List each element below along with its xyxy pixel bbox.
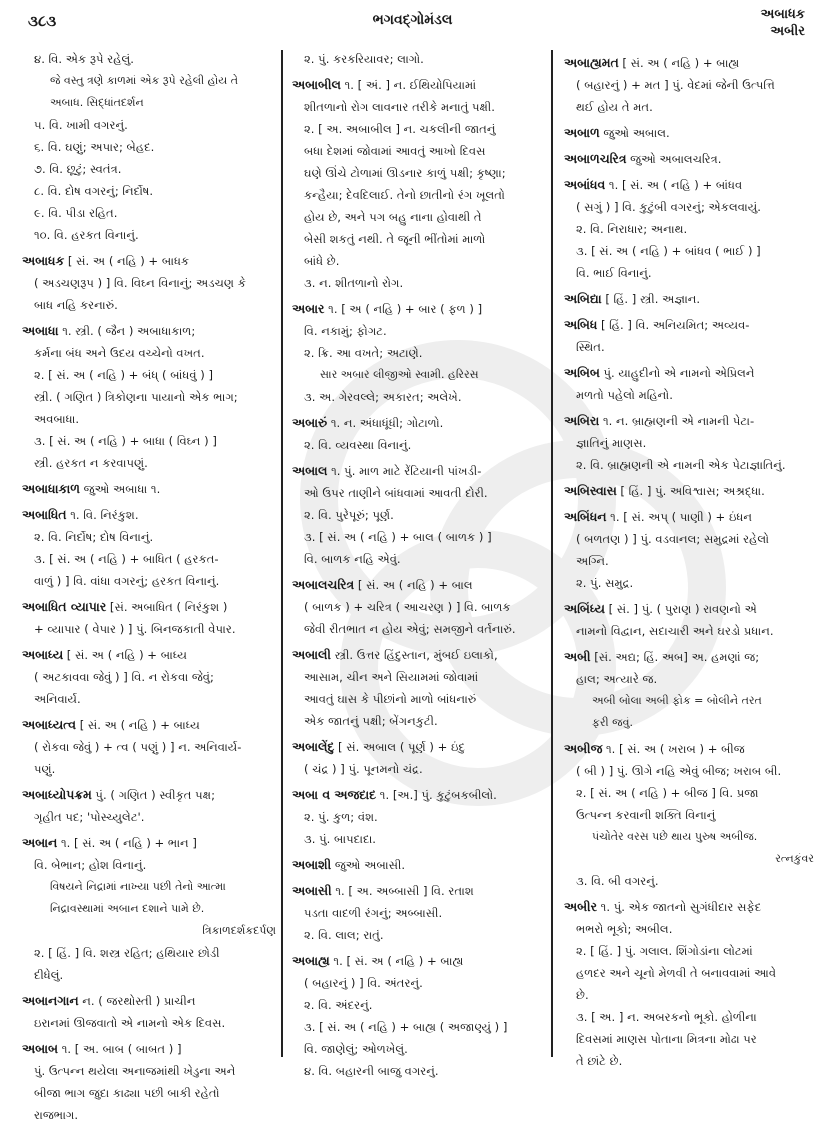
dictionary-entry [292,880,546,902]
sense-line: ૨. [ હિં. ] પું. ગલાલ. શિંગોડાંના લોટમાં [576,944,753,958]
sense-line: ૯. વિ. પીડા રહિત. [34,206,118,220]
quotation-line: અબી બોલા અબી ફોક = બોલીને તરત [592,694,762,707]
headword: અબાબ [22,1041,59,1056]
dictionary-entry [22,644,276,666]
dictionary-entry [292,298,546,320]
entry-definition: [ સં. અ ( નહિ ) + બાધક [64,254,190,268]
entry-definition: જુઓ અબાધા ૧. [79,482,161,496]
entry-definition: [ હિં. ] સ્ત્રી. અજ્ઞાન. [601,292,701,306]
headword: અબિસ્વાસ [564,483,617,498]
sense-line: ૩. અ. ગેરવલ્લે; અકારત; અલેખે. [304,390,462,404]
definition-line: ( બહારનું ) ] વિ. અંતરનું. [304,976,423,990]
definition-line: હાલ; અત્યારે જ. [576,672,658,686]
dictionary-entry [22,784,276,806]
headword: અબાશી [292,857,332,872]
quotation-line: નિદ્રાવસ્થામાં અબાન દશાને પામે છે. [50,902,205,915]
dictionary-entry [564,598,814,620]
sense-line: ૪. વિ. બહારની બાજુ વગરનું. [304,1064,439,1078]
sense-line: ૨. વિ. લાલ; રાતું. [304,928,384,942]
definition-line: સ્થિત. [576,340,605,354]
definition-line: ( રોકવા જેવું ) + ત્વ ( પણું ) ] ન. અનિવાર્ય- [34,740,242,754]
sense-line: ૩. [ સં. અ ( નહિ ) + બાહ્ય ( અજાણ્યું ) ] [304,1020,508,1034]
definition-line: પણું. [34,762,56,776]
entry-definition: જુઓ અબાલ. [599,126,670,140]
definition-line: વિ. બાળક નહિ એવું. [304,552,401,566]
quotation-line: જે વસ્તુ ત્રણે કાળમાં એક રૂપે રહેલી હોય તે [50,74,239,87]
entry-definition: સ્ત્રી. ઉત્તર હિંદુસ્તાન, મુંબઈ ઇલાકો, [330,648,498,662]
headword: અબાલી [292,647,331,662]
dictionary-entry [292,74,546,96]
definition-line: પું. ઉત્પન્ન થયેલા અનાજમાંથી ખેડુના અને [34,1064,236,1078]
entry-definition: જુઓ અબાલચરિત્ર. [626,152,722,166]
dictionary-entry [292,950,546,972]
definition-line: દિવસમાં માણસ પોતાના મિત્રના મોઢા પર [576,1032,757,1046]
definition-line: બાધ નહિ કરનારું. [34,298,118,312]
dictionary-entry [22,990,276,1012]
dictionary-entry [564,410,814,432]
column-divider [281,50,283,1057]
entry-definition: ૧. [ અ ( નહિ ) + બાર ( ફળ ) ] [324,302,483,316]
definition-line: સ્ત્રી. હરકત ન કરવાપણું. [34,456,148,470]
headword: અબિંધન [564,509,607,524]
headword: અબાલેંદુ [292,739,335,754]
definition-line: ઓ ઉપર તાણીને બાંધવામાં આવતી દોરી. [304,486,488,500]
quotation-line: વિષયને નિદ્રામાં નાખ્યા પછી તેનો આત્મા [50,880,226,893]
definition-line: ( બી ) ] પું. ઊગે નહિ એવું બીજ; ખરાબ બી. [576,764,782,778]
entry-definition: [ હિં. ] પું. અવિશ્વાસ; અશ્રદ્ધા. [616,484,765,498]
definition-line: બધા દેશમાં જોવામાં આવતું આખો દિવસ [304,144,486,158]
dictionary-entry [292,644,546,666]
definition-line: ઉત્પન્ન કરવાની શક્તિ વિનાનું [576,808,716,822]
entry-definition: [સં. અદ્ય; હિં. અબ] અ. હમણાં જ; [590,650,760,664]
definition-line: બાંધે છે. [304,254,340,268]
entry-definition: ૧. [ અં. ] ન. ઈથિયોપિયામાં [340,78,477,92]
sense-line: ૧૦. વિ. હરકત વિનાનું. [34,228,139,242]
headword: અબાંધવ [564,177,606,192]
entry-definition: ૧. [અ.] પું. કુટુંબકબીલો. [376,788,497,802]
headword: અબાસી [292,883,332,898]
column-3 [560,48,818,1068]
definition-line: વિ. બેભાન; હોશ વિનાનું. [34,858,147,872]
definition-line: ( અડચણરૂપ ) ] વિ. વિઘ્ન વિનાનું; અડચણ કે [34,276,246,290]
definition-line: જેવી રીતભાત ન હોય એવું; સમજીને વર્તનારું. [304,622,516,636]
headword: અબાધક [22,253,65,268]
definition-line: વિ. જાણેલું; ઓળખેલું. [304,1042,408,1056]
sense-line: ૩. [ સં. અ ( નહિ ) + બાધિત ( હરકત- [34,552,219,566]
definition-line: ઇરાનમાં ઊજવાતો એ નામનો એક દિવસ. [34,1016,226,1030]
sense-line: ૩. પું. બાપદાદા. [304,832,376,846]
headword: અબિદ્યા [564,291,602,306]
citation-source: રત્નકુંવર [775,852,814,865]
sense-line: ૨. [ સં. અ ( નહિ ) + બંધ્ ( બાંધવું ) ] [34,368,213,382]
sense-line: ૩. ન. શીતળાનો રોગ. [304,276,404,290]
definition-line: + વ્યાપાર ( વેપાર ) ] પું. બિનજકાતી વેપાર. [34,622,236,636]
headword: અબાધિત વ્યાપાર [22,599,107,614]
headword: અબાધ્યોપક્રમ [22,787,92,802]
page-header [0,0,825,46]
sense-line: ૨. વિ. વ્યવસ્થા વિનાનું. [304,438,412,452]
definition-line: મળતો પહેલો મહિનો. [576,388,673,402]
headword: અબી [564,649,591,664]
headword: અબાલચરિત્ર [292,577,355,592]
headword: અબીર [564,899,597,914]
page-number: ૩૮૩ [28,12,57,30]
definition-line: ભભરો ભૂકો; અબીલ. [576,922,673,936]
sense-line: ૩. [ સં. અ ( નહિ ) + બાંધવ ( ભાઈ ) ] [576,244,761,258]
entry-definition: [ સં. અ ( નહિ ) + બાધ્ય [63,648,187,662]
headword: અબિંધ્ય [564,601,605,616]
dictionary-entry [292,736,546,758]
headword: અબિબ [564,365,600,380]
headword: અબાધ્યત્વ [22,717,77,732]
entry-definition: જુઓ અબાસી. [331,858,406,872]
entry-definition: પું. ( ગણિત ) સ્વીકૃત પક્ષ; [91,788,215,802]
sense-line: ૮. વિ. દોષ વગરનું; નિર્દોષ. [34,184,154,198]
citation-source: ત્રિકાળદર્શકદર્પણ [202,924,276,937]
dictionary-entry [564,148,814,170]
dictionary-entry [564,288,814,310]
definition-line: વાળું ) ] વિ. વાંધા વગરનું; હરકત વિનાનું. [34,574,220,588]
dictionary-entry [292,784,546,806]
definition-line: ( બળતણ ) ] પું. વડવાનલ; સમુદ્રમાં રહેલો [576,532,770,546]
definition-line: ( બહારનું ) + મત ] પું. વેદમાં જેની ઉત્પત્તિ [576,78,775,92]
definition-line: ( ચંદ્ર ) ] પું. પૂનમનો ચંદ્ર. [304,762,423,776]
definition-line: નામનો વિદ્વાન, સદાચારી અને ઘરડો પ્રધાન. [576,624,774,638]
quotation-line: ફરી જવું. [592,716,633,729]
guide-word-first: અબાધક [760,7,805,22]
dictionary-entry [22,478,276,500]
definition-line: હોય છે, અને પગ બહુ નાના હોવાથી તે [304,210,482,224]
headword: અબાલ [292,463,328,478]
entry-definition: ૧. પું. એક જાતનો સુગંધીદાર સફેદ [596,900,762,914]
guide-words [761,6,805,40]
dictionary-entry [22,596,276,618]
definition-line: અવબાધા. [34,412,80,426]
running-title: ભગવદ્ગોમંડલ [372,12,453,28]
headword: અબીજ [564,741,603,756]
dictionary-entry [22,320,276,342]
definition-line: અગ્નિ. [576,554,609,568]
entry-definition: ન. ( જરથોસ્તી ) પ્રાચીન [78,994,196,1008]
definition-line: એક જાતનું પક્ષી; બેંગનકુટી. [304,714,438,728]
entry-definition: [ સં. અ ( નહિ ) + બાહ્ય [618,56,740,70]
dictionary-entry [292,574,546,596]
definition-line: સ્ત્રી. ( ગણિત ) ત્રિકોણના પાયાનો એક ભાગ; [34,390,238,404]
headword: અબારું [292,415,328,430]
entry-definition: ૧. પું. માળ માટે રેંટિયાની પાંખડી- [327,464,482,478]
entry-definition: [ સં. અ ( નહિ ) + બાધ્ય [76,718,200,732]
definition-line: રાજભાગ. [34,1108,79,1122]
definition-line: કર્મના બંધ અને ઉદય વચ્ચેનો વખત. [34,346,205,360]
entry-definition: ૧. [ સં. અ ( નહિ ) + બાહ્ય [329,954,464,968]
sense-line: ૨. [ સં. અ ( નહિ ) + બીજ ] વિ. પ્રજા [576,786,759,800]
entry-definition: [ સં. ] પું. ( પુરાણ ) રાવણનો એ [604,602,757,616]
sense-line: ૨. વિ. પુરેપૂરું; પૂર્ણ. [304,508,394,522]
sense-line: ૩. [ સં. અ ( નહિ ) + બાલ ( બાળક ) ] [304,530,492,544]
sense-line: ૨. [ હિં. ] વિ. શસ્ત્ર રહિત; હથિયાર છોડી [34,946,220,960]
definition-line: આવતું ઘાસ કે પીછાંનો માળો બાંધનારું [304,692,477,706]
dictionary-entry [22,714,276,736]
definition-line: દીધેલું. [34,968,64,982]
headword: અબાર [292,301,325,316]
headword: અબાધિત [22,507,67,522]
definition-line: થઈ હોય તે મત. [576,100,653,114]
sense-line: ૫. વિ. ખામી વગરનું. [34,118,128,132]
headword: અબાહ્ય [292,953,330,968]
dictionary-entry [564,362,814,384]
headword: અબા વ અજદાદ [292,787,377,802]
headword: અબાબીલ [292,77,341,92]
definition-line: બીજા ભાગ જુદા કાઢ્યા પછી બાકી રહેતો [34,1086,220,1100]
dictionary-entry [22,832,276,854]
definition-line: કન્હૈયા; દેવદિલાઈ. તેનો છાતીનો રંગ ખૂલતો [304,188,505,202]
headword: અબાન [22,835,58,850]
headword: અબાહ્યમત [564,55,619,70]
definition-line: જ્ઞાતિનું માણસ. [576,436,647,450]
definition-line: ( અટકાવવા જેવું ) ] વિ. ન રોકવા જેવું; [34,670,214,684]
definition-line: શીતળાનો રોગ લાવનાર તરીકે મનાતું પક્ષી. [304,100,495,114]
dictionary-entry [22,250,276,272]
entry-definition: ૧. સ્ત્રી. ( જૈન ) અબાધાકાળ; [58,324,196,338]
headword: અબાધા [22,323,59,338]
sense-line: ૨. પું. કરકરિયાવર; લાગો. [304,52,424,66]
headword: અબિરા [564,413,600,428]
definition-line: આસામ, ચીન અને સિયામમાં જોવામાં [304,670,479,684]
entry-definition: પું. યાહુદીનો એ નામનો એપ્રિલને [599,366,755,380]
dictionary-entry [564,896,814,918]
quotation-line: અબાધ. સિદ્ધાંતદર્શન [50,96,144,109]
headword: અબાળચરિત્ર [564,151,627,166]
dictionary-entry [292,854,546,876]
definition-line: વિ. ભાઈ વિનાનું. [576,266,652,280]
sense-line: ૪. વિ. એક રૂપે રહેલું. [34,52,134,66]
sense-line: ૨. પું. કુળ; વંશ. [304,810,378,824]
sense-line: ૨. [ અ. અબાબીલ ] ન. ચકલીની જાતનું [304,122,496,136]
sense-line: ૨. વિ. અંદરનું. [304,998,373,1012]
dictionary-entry [564,52,814,74]
entry-definition: ૧. ન. બ્રાહ્મણની એ નામની પેટા- [599,414,755,428]
dictionary-entry [22,1038,276,1060]
headword: અબાધાકાળ [22,481,80,496]
dictionary-entry [292,460,546,482]
dictionary-entry [564,122,814,144]
headword: અબાધ્ય [22,647,64,662]
entry-definition: ૧. [ સં. અપ્ ( પાણી ) + ઇંધન [606,510,752,524]
dictionary-entry [564,506,814,528]
sense-line: ૨. વિ. બ્રાહ્મણની એ નામની એક પેટાજ્ઞાતિનું. [576,458,786,472]
definition-line: હળદર અને ચૂનો મેળવી તે બનાવવામાં આવે [576,966,777,980]
dictionary-entry [564,174,814,196]
sense-line: ૩. [ અ. ] ન. અબરકનો ભૂકો. હોળીના [576,1010,757,1024]
column-1 [18,48,280,1122]
sense-line: ૨. વિ. નિરાધાર; અનાથ. [576,222,688,236]
sense-line: ૩. [ સં. અ ( નહિ ) + બાધા ( વિઘ્ન ) ] [34,434,217,448]
dictionary-entry [564,314,814,336]
definition-line: બેસી શકતું નથી. તે જૂની ભીંતોમાં માળો [304,232,486,246]
column-divider [551,50,553,1057]
definition-line: છે. [576,988,589,1002]
definition-line: ગૃહીત પદ; 'પોસ્ચ્યુલેટ'. [34,810,145,824]
entry-definition: ૧. [ અ. અબ્બાસી ] વિ. રતાશ [331,884,474,898]
dictionary-entry [564,646,814,668]
definition-line: વિ. નકામું; ફોગટ. [304,324,387,338]
entry-definition: ૧. [ સં. અ ( નહિ ) + ભાન ] [57,836,197,850]
definition-line: અનિવાર્ય. [34,692,81,706]
headword: અબાળ [564,125,600,140]
sense-line: ૨. ક્રિ. આ વખતે; અટાણે. [304,346,423,360]
dictionary-columns [0,48,825,1122]
entry-definition: ૧. ન. અંધાધૂંધી; ગોટાળો. [327,416,444,430]
dictionary-entry [564,480,814,502]
headword: અબિધ [564,317,598,332]
sense-line: ૨. પું. સમુદ્ર. [576,576,634,590]
guide-word-last: અબીર [770,24,805,39]
entry-definition: [સં. અબાધિત ( નિરંકુશ ) [106,600,228,614]
entry-definition: [ સં. અબાલ ( પૂર્ણ ) + ઇંદુ [334,740,465,754]
definition-line: તે છાંટે છે. [576,1054,623,1068]
quotation-line: સાર અબાર લીજીઓ સ્વામી. હરિરસ [320,368,479,381]
definition-line: ઘણે ઊંચે ટોળામાં ઊડનાર કાળું પક્ષી; કૃષ્ણા; [304,166,506,180]
definition-line: ( સગું ) ] વિ. કુટુંબી વગરનું; એકલવાયું. [576,200,761,214]
entry-definition: ૧. [ સં. અ ( નહિ ) + બાંધવ [605,178,743,192]
entry-definition: ૧. [ અ. બાબ ( બાબત ) ] [58,1042,182,1056]
quotation-line: પંચોતેર વરસ પછે થાય પુરુષ અબીજ. [592,830,758,843]
sense-line: ૩. વિ. બી વગરનું. [576,874,659,888]
entry-definition: [ હિં. ] વિ. અનિયમિત; અવ્યવ- [597,318,750,332]
sense-line: ૭. વિ. છૂટું; સ્વતંત્ર. [34,162,122,176]
column-2 [288,48,550,1078]
sense-line: ૨. વિ. નિર્દોષ; દોષ વિનાનું. [34,530,154,544]
dictionary-entry [22,504,276,526]
entry-definition: [ સં. અ ( નહિ ) + બાલ [354,578,473,592]
entry-definition: ૧. [ સં. અ ( ખરાબ ) + બીજ [602,742,745,756]
dictionary-entry [292,412,546,434]
entry-definition: ૧. વિ. નિરંકુશ. [66,508,139,522]
dictionary-entry [564,738,814,760]
sense-line: ૬. વિ. ઘણું; અપાર; બેહદ. [34,140,155,154]
definition-line: પડતા વાદળી રંગનું; અબ્બાસી. [304,906,443,920]
headword: અબાનગાન [22,993,79,1008]
definition-line: ( બાળક ) + ચરિત્ર ( આચરણ ) ] વિ. બાળક [304,600,511,614]
